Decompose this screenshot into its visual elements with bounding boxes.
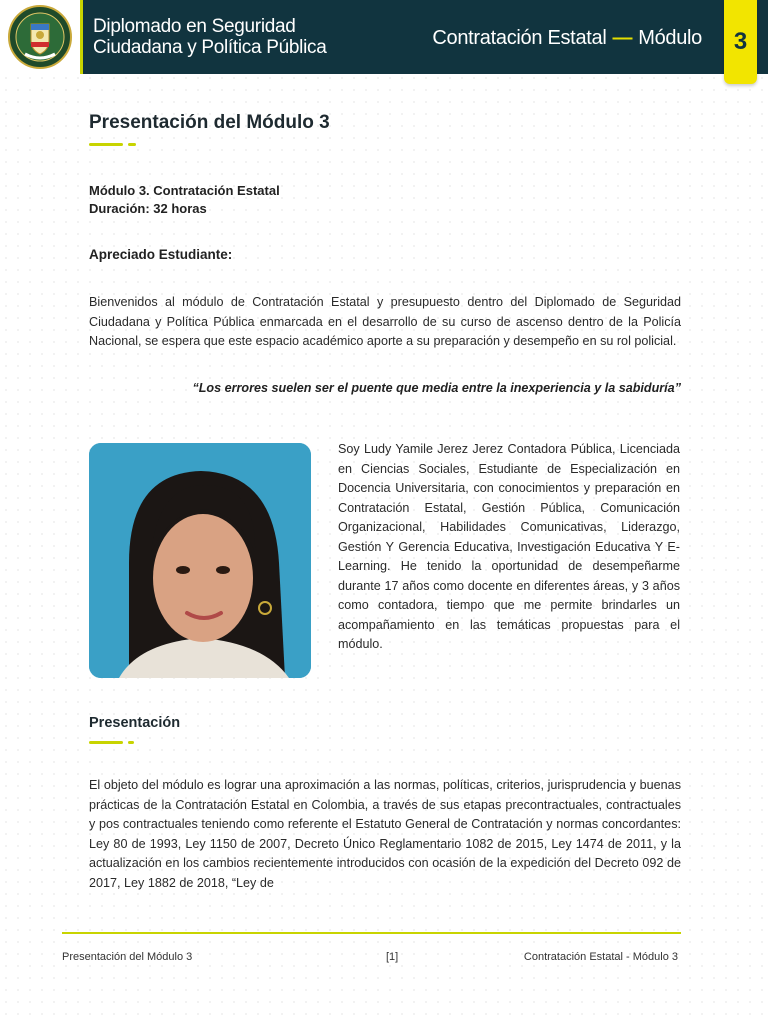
police-emblem-icon (7, 4, 73, 70)
quote: “Los errores suelen ser el puente que media entre la inexperiencia y la sabiduría” (192, 381, 681, 395)
program-title-line-1: Diplomado en Seguridad (93, 16, 296, 37)
footer-divider (62, 932, 681, 934)
intro-paragraph: Bienvenidos al módulo de Contratación Estatal y presupuesto dentro del Diplomado de Seguridad Ciudadana y Política Pública enmarcada en el desarrollo de su curso de ascenso dentro de la Policía Nacional, se espera que este espacio académico aporte a su preparación y desempeño en su rol policial. (89, 295, 681, 348)
portrait-image (89, 443, 311, 678)
duration-line: Duración: 32 horas (89, 201, 207, 216)
page-number: [1] (386, 951, 399, 963)
instructor-bio: Soy Ludy Yamile Jerez Jerez Contadora Pública, Licenciada en Ciencias Sociales, Estudiante de Especialización en Docencia Universitaria, con conocimientos y preparación en Contratación Estatal, Gestión Pública, Comunicación Organizacional, Habilidades Comunicativas, Liderazgo, Gestión Y Gerencia Educativa, Investigación Educativa Y E-Learning. He tenido la oportunidad de desempeñarme durante 17 años como docente en diferentes áreas, y 3 años como contadora, tiempo que me permite brindarles un acompañamiento en las temáticas propuestas para el módulo. (338, 442, 680, 651)
module-number-badge: 3 (724, 0, 757, 84)
footer-right: Contratación Estatal - Módulo 3 (523, 951, 678, 963)
module-meta (89, 182, 280, 218)
greeting: Apreciado Estudiante: (89, 247, 233, 262)
module-name-line: Módulo 3. Contratación Estatal (89, 183, 280, 198)
module-title (432, 27, 702, 50)
module-name: Contratación Estatal (432, 27, 607, 49)
footer-left: Presentación del Módulo 3 (62, 951, 193, 963)
title-dash: — (612, 27, 633, 49)
logo-container (0, 0, 83, 74)
page-header (0, 0, 768, 74)
program-title (93, 16, 326, 58)
presentacion-heading: Presentación (89, 715, 181, 731)
module-label: Módulo (638, 27, 702, 49)
page-title: Presentación del Módulo 3 (89, 112, 330, 133)
presentacion-paragraph: El objeto del módulo es lograr una aproximación a las normas, políticas, criterios, jurisprudencia y buenas prácticas de la Contratación Estatal en Colombia, a través de sus etapas precontractuales, contractuales y pos contractuales teniendo como referente el Estatuto General de Contratación y normas concordantes: Ley 80 de 1993, Ley 1150 de 2007, Decreto Único Reglamentario 1082 de 2015, Ley 1474 de 2011, y la actualización en los cambios recientemente introducidos con ocasión de la expedición del Decreto 092 de 2017, Ley 1882 de 2018, “Ley de (89, 778, 681, 890)
program-title-line-2: Ciudadana y Política Pública (93, 37, 327, 58)
instructor-photo (89, 443, 311, 678)
